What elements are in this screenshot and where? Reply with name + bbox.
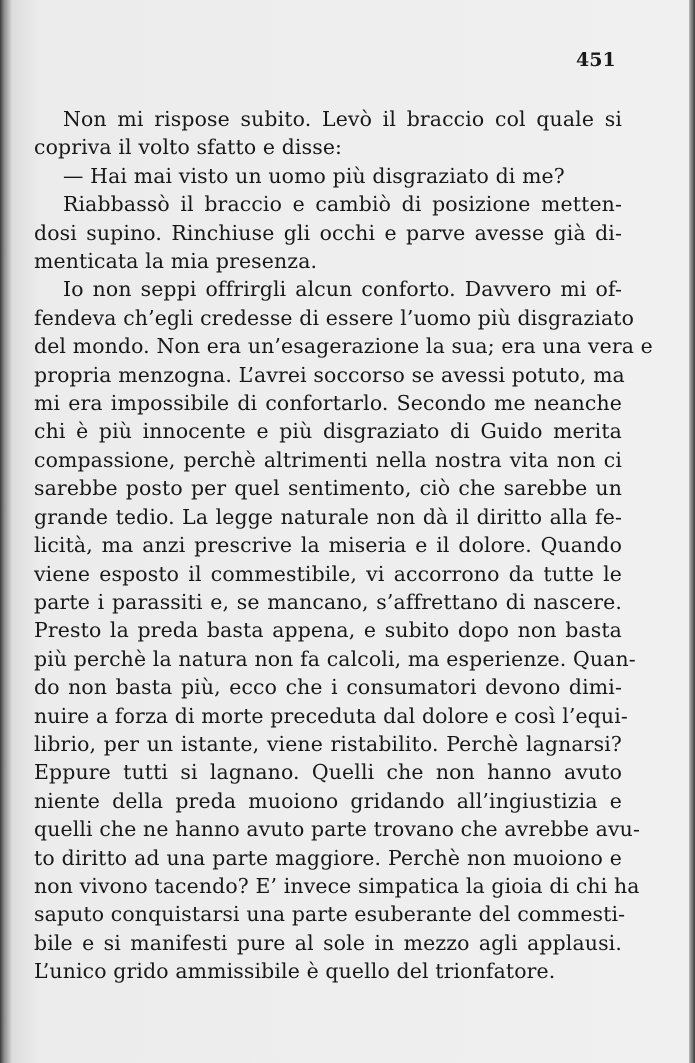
page-number: 451 xyxy=(576,49,616,71)
text-line: più perchè la natura non fa calcoli, ma esperienze. Quan- xyxy=(34,646,636,671)
text-line: Presto la preda basta appena, e subito dopo non basta xyxy=(34,618,622,643)
text-line: propria menzogna. L’avrei soccorso se avessi potuto, ma xyxy=(34,362,625,387)
text-line: quelli che ne hanno avuto parte trovano che avrebbe avu- xyxy=(34,817,640,842)
text-line: to diritto ad una parte maggiore. Perchè non muoiono e xyxy=(34,845,622,870)
text-line: niente della preda muoiono gridando all’ingiustizia e xyxy=(34,788,622,813)
paragraph xyxy=(34,190,622,275)
text-line: chi è più innocente e più disgraziato di Guido merita xyxy=(34,419,622,444)
text-line: parte i parassiti e, se mancano, s’affrettano di nascere. xyxy=(34,589,622,614)
paragraph xyxy=(34,275,653,985)
page-edge-shadow xyxy=(689,0,695,1063)
text-line: do non basta più, ecco che i consumatori devono dimi- xyxy=(34,675,622,700)
text-line: licità, ma anzi prescrive la miseria e il dolore. Quando xyxy=(34,533,622,558)
text-line: copriva il volto sfatto e disse: xyxy=(34,135,343,160)
text-line: bile e si manifesti pure al sole in mezzo agli applausi. xyxy=(34,930,622,955)
text-line: viene esposto il commestibile, vi accorrono da tutte le xyxy=(34,561,622,586)
text-line: Eppure tutti si lagnano. Quelli che non hanno avuto xyxy=(34,760,622,785)
text-line: grande tedio. La legge naturale non dà il diritto alla fe- xyxy=(34,504,622,529)
body-text xyxy=(34,105,653,986)
text-line: sarebbe posto per quel sentimento, ciò che sarebbe un xyxy=(34,476,622,501)
text-line: librio, per un istante, viene ristabilito. Perchè lagnarsi? xyxy=(34,731,622,756)
text-line: mi era impossibile di confortarlo. Secondo me neanche xyxy=(34,391,622,416)
text-line: Non mi rispose subito. Levò il braccio col quale si xyxy=(63,107,622,131)
text-line: — Hai mai visto un uomo più disgraziato di me? xyxy=(63,163,565,188)
text-line: saputo conquistarsi una parte esuberante del commesti- xyxy=(34,902,626,927)
text-line: Riabbassò il braccio e cambiò di posizione metten- xyxy=(63,192,622,217)
text-line: menticata la mia presenza. xyxy=(34,249,318,274)
paragraph xyxy=(34,105,622,162)
text-line: fendeva ch’egli credesse di essere l’uomo più disgraziato xyxy=(34,305,635,330)
text-line: dosi supino. Rinchiuse gli occhi e parve avesse già di- xyxy=(34,220,622,245)
text-line: del mondo. Non era un’esagerazione la sua; era una vera e xyxy=(34,334,653,359)
text-line: compassione, perchè altrimenti nella nostra vita non ci xyxy=(34,447,622,472)
text-line: L’unico grido ammissibile è quello del trionfatore. xyxy=(34,959,556,984)
paragraph xyxy=(34,162,622,190)
text-line: Io non seppi offrirgli alcun conforto. Davvero mi of- xyxy=(63,277,622,302)
text-line: nuire a forza di morte preceduta dal dolore e così l’equi- xyxy=(34,703,628,728)
text-line: non vivono tacendo? E’ invece simpatica la gioia di chi ha xyxy=(34,873,640,898)
